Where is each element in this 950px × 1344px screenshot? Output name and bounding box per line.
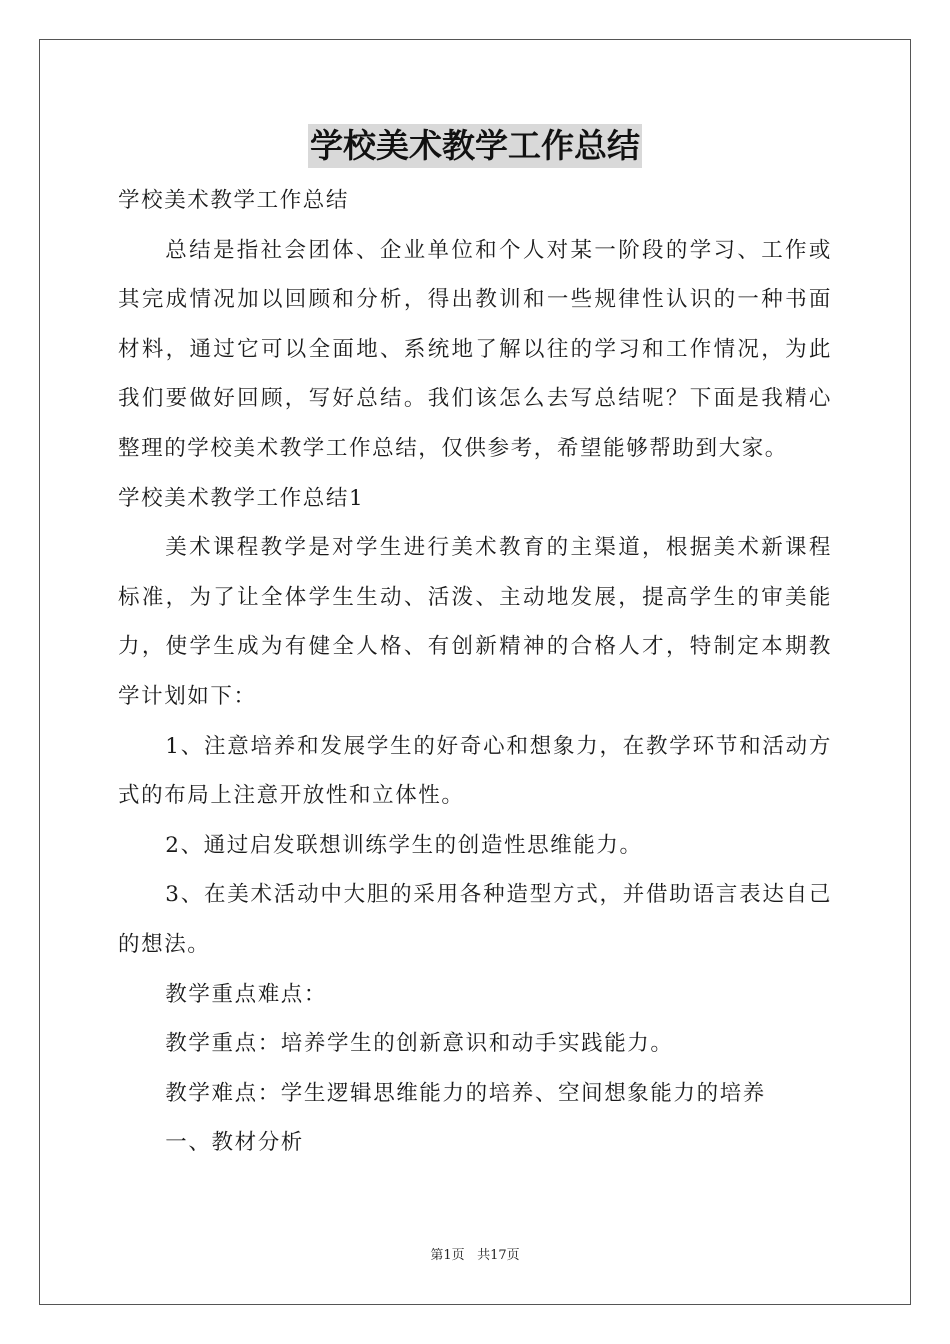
document-body [118, 176, 832, 1168]
section-heading: 学校美术教学工作总结1 [118, 485, 365, 511]
list-item: 1、注意培养和发展学生的好奇心和想象力，在教学环节和活动方式的布局上注意开放性和立体性。 [118, 733, 832, 809]
paragraph: 教学重点难点： [165, 981, 327, 1007]
paragraph: 学校美术教学工作总结 [118, 188, 350, 213]
paragraph: 总结是指社会团体、企业单位和个人对某一阶段的学习、工作或其完成情况加以回顾和分析，得出教训和一些规律性认识的一种书面材料，通过它可以全面地、系统地了解以往的学习和工作情况，为此我们要做好回顾，写好总结。我们该怎么去写总结呢？下面是我精心整理的学校美术教学工作总结，仅供参考，希望能够帮助到大家。 [118, 237, 832, 461]
page-total: 共17页 [477, 1248, 520, 1263]
paragraph: 美术课程教学是对学生进行美术教育的主渠道，根据美术新课程标准，为了让全体学生生动、活泼、主动地发展，提高学生的审美能力，使学生成为有健全人格、有创新精神的合格人才，特制定本期教学计划如下： [118, 535, 832, 709]
paragraph: 教学难点：学生逻辑思维能力的培养、空间想象能力的培养 [165, 1080, 766, 1106]
page-footer [0, 1247, 950, 1265]
list-item: 2、通过启发联想训练学生的创造性思维能力。 [165, 832, 643, 858]
page-number: 第1页 [430, 1248, 465, 1263]
document-title: 学校美术教学工作总结 [308, 124, 642, 168]
title-container [0, 124, 950, 168]
paragraph: 教学重点：培养学生的创新意识和动手实践能力。 [165, 1031, 674, 1057]
list-item: 3、在美术活动中大胆的采用各种造型方式，并借助语言表达自己的想法。 [118, 882, 832, 957]
section-heading: 一、教材分析 [165, 1130, 304, 1156]
